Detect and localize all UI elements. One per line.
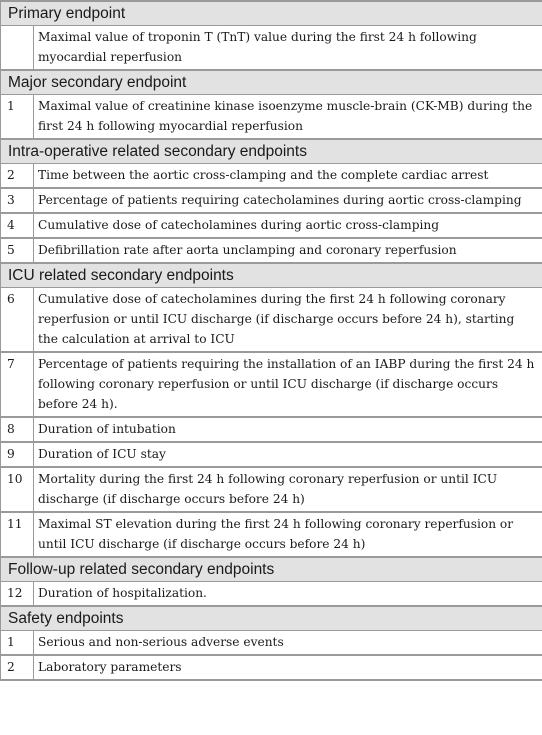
- table-row: [1, 213, 542, 238]
- section-header-row: [1, 606, 542, 631]
- section-header-row: [1, 1, 542, 26]
- endpoint-number: 11: [1, 512, 34, 557]
- endpoint-number: 2: [1, 164, 34, 189]
- endpoint-number: 4: [1, 213, 34, 238]
- endpoint-description: Defibrillation rate after aorta unclamping and coronary reperfusion: [34, 238, 542, 263]
- section-title: Intra-operative related secondary endpoints: [1, 139, 542, 164]
- endpoint-description: Maximal ST elevation during the first 24 h following coronary reperfusion or until ICU discharge (if discharge occurs before 24 h): [34, 512, 542, 557]
- endpoint-number: 7: [1, 352, 34, 417]
- table-row: [1, 188, 542, 213]
- endpoint-description: Maximal value of troponin T (TnT) value during the first 24 h following myocardial reperfusion: [34, 26, 542, 71]
- endpoint-description: Time between the aortic cross-clamping and the complete cardiac arrest: [34, 164, 542, 189]
- endpoint-number: 9: [1, 442, 34, 467]
- endpoint-description: Percentage of patients requiring catecholamines during aortic cross-clamping: [34, 188, 542, 213]
- endpoint-number: 5: [1, 238, 34, 263]
- table-row: [1, 352, 542, 417]
- endpoint-number: 2: [1, 655, 34, 680]
- endpoint-description: Maximal value of creatinine kinase isoenzyme muscle-brain (CK-MB) during the first 24 h following myocardial reperfusion: [34, 95, 542, 140]
- table-row: [1, 164, 542, 189]
- endpoint-description: Cumulative dose of catecholamines during the first 24 h following coronary reperfusion or until ICU discharge (if discharge occurs before 24 h), starting the calculation at arrival to ICU: [34, 288, 542, 353]
- table-row: [1, 582, 542, 607]
- section-header-row: [1, 139, 542, 164]
- table-row: [1, 417, 542, 442]
- endpoint-number: 12: [1, 582, 34, 607]
- endpoint-description: Percentage of patients requiring the installation of an IABP during the first 24 h following coronary reperfusion or until ICU discharge (if discharge occurs before 24 h).: [34, 352, 542, 417]
- table-row: [1, 26, 542, 71]
- table-row: [1, 655, 542, 680]
- endpoint-description: Mortality during the first 24 h following coronary reperfusion or until ICU discharge (if discharge occurs before 24 h): [34, 467, 542, 512]
- table-row: [1, 288, 542, 353]
- endpoint-number: 1: [1, 631, 34, 656]
- endpoint-number: 3: [1, 188, 34, 213]
- endpoint-description: Cumulative dose of catecholamines during aortic cross-clamping: [34, 213, 542, 238]
- endpoint-description: Laboratory parameters: [34, 655, 542, 680]
- table-row: [1, 512, 542, 557]
- section-title: Major secondary endpoint: [1, 70, 542, 95]
- endpoint-description: Duration of intubation: [34, 417, 542, 442]
- section-header-row: [1, 263, 542, 288]
- endpoint-description: Serious and non-serious adverse events: [34, 631, 542, 656]
- section-title: Follow-up related secondary endpoints: [1, 557, 542, 582]
- table-row: [1, 467, 542, 512]
- endpoint-number: 10: [1, 467, 34, 512]
- endpoint-description: Duration of hospitalization.: [34, 582, 542, 607]
- endpoints-table-body: [1, 1, 542, 680]
- endpoint-number: 1: [1, 95, 34, 140]
- section-header-row: [1, 557, 542, 582]
- endpoint-number: 6: [1, 288, 34, 353]
- table-row: [1, 95, 542, 140]
- table-row: [1, 631, 542, 656]
- endpoint-number: 8: [1, 417, 34, 442]
- section-title: Primary endpoint: [1, 1, 542, 26]
- table-row: [1, 238, 542, 263]
- section-title: Safety endpoints: [1, 606, 542, 631]
- endpoint-number: [1, 26, 34, 71]
- endpoint-description: Duration of ICU stay: [34, 442, 542, 467]
- section-header-row: [1, 70, 542, 95]
- table-row: [1, 442, 542, 467]
- section-title: ICU related secondary endpoints: [1, 263, 542, 288]
